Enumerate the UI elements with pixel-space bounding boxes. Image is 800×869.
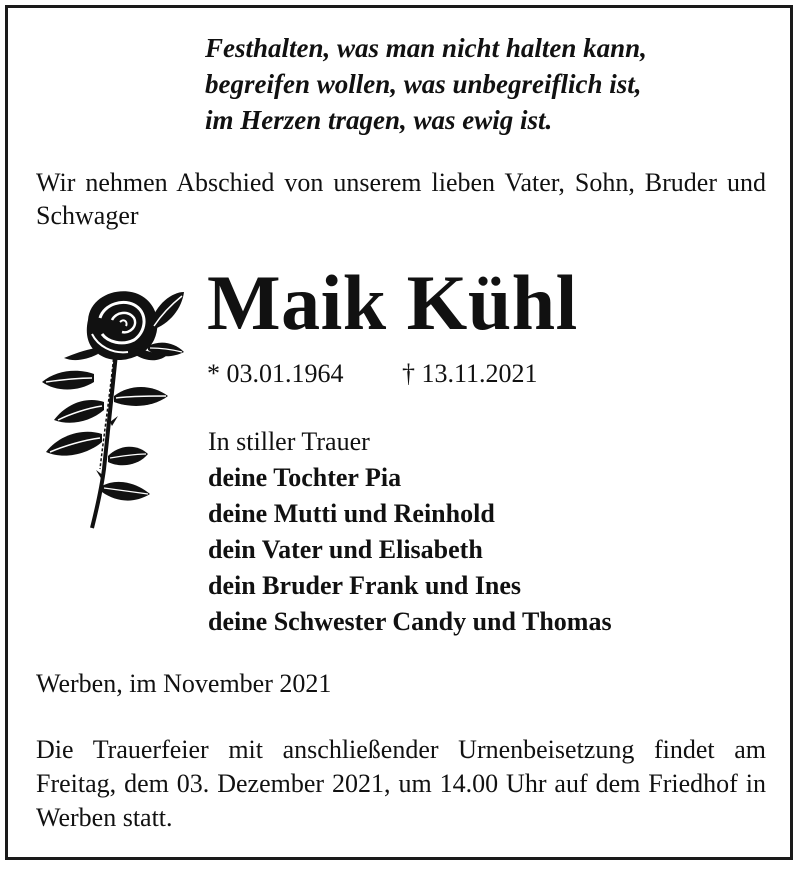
poem-line: Festhalten, was man nicht halten kann, — [205, 33, 647, 63]
poem — [205, 30, 647, 138]
rose-icon — [38, 284, 188, 530]
death-date: † 13.11.2021 — [402, 359, 538, 388]
mourners-list — [208, 424, 612, 640]
poem-line: begreifen wollen, was unbegreiflich ist, — [205, 69, 642, 99]
relative-item: deine Mutti und Reinhold — [208, 499, 495, 528]
intro-text: Wir nehmen Abschied von unserem lieben Vater, Sohn, Bruder und Schwager — [36, 168, 766, 230]
place-date: Werben, im November 2021 — [36, 669, 332, 698]
birth-date: * 03.01.1964 — [207, 359, 344, 388]
poem-line: im Herzen tragen, was ewig ist. — [205, 105, 553, 135]
relative-item: dein Bruder Frank und Ines — [208, 571, 522, 600]
service-info: Die Trauerfeier mit anschließender Urnenbeisetzung findet am Freitag, dem 03. Dezember 2021, um 14.00 Uhr auf dem Friedhof in Werben statt. — [36, 735, 766, 832]
deceased-name: Maik Kühl — [207, 259, 578, 346]
relative-item: deine Schwester Candy und Thomas — [208, 607, 612, 636]
life-dates — [207, 358, 538, 390]
mourning-lead: In stiller Trauer — [208, 427, 370, 456]
relative-item: deine Tochter Pia — [208, 463, 402, 492]
relative-item: dein Vater und Elisabeth — [208, 535, 483, 564]
